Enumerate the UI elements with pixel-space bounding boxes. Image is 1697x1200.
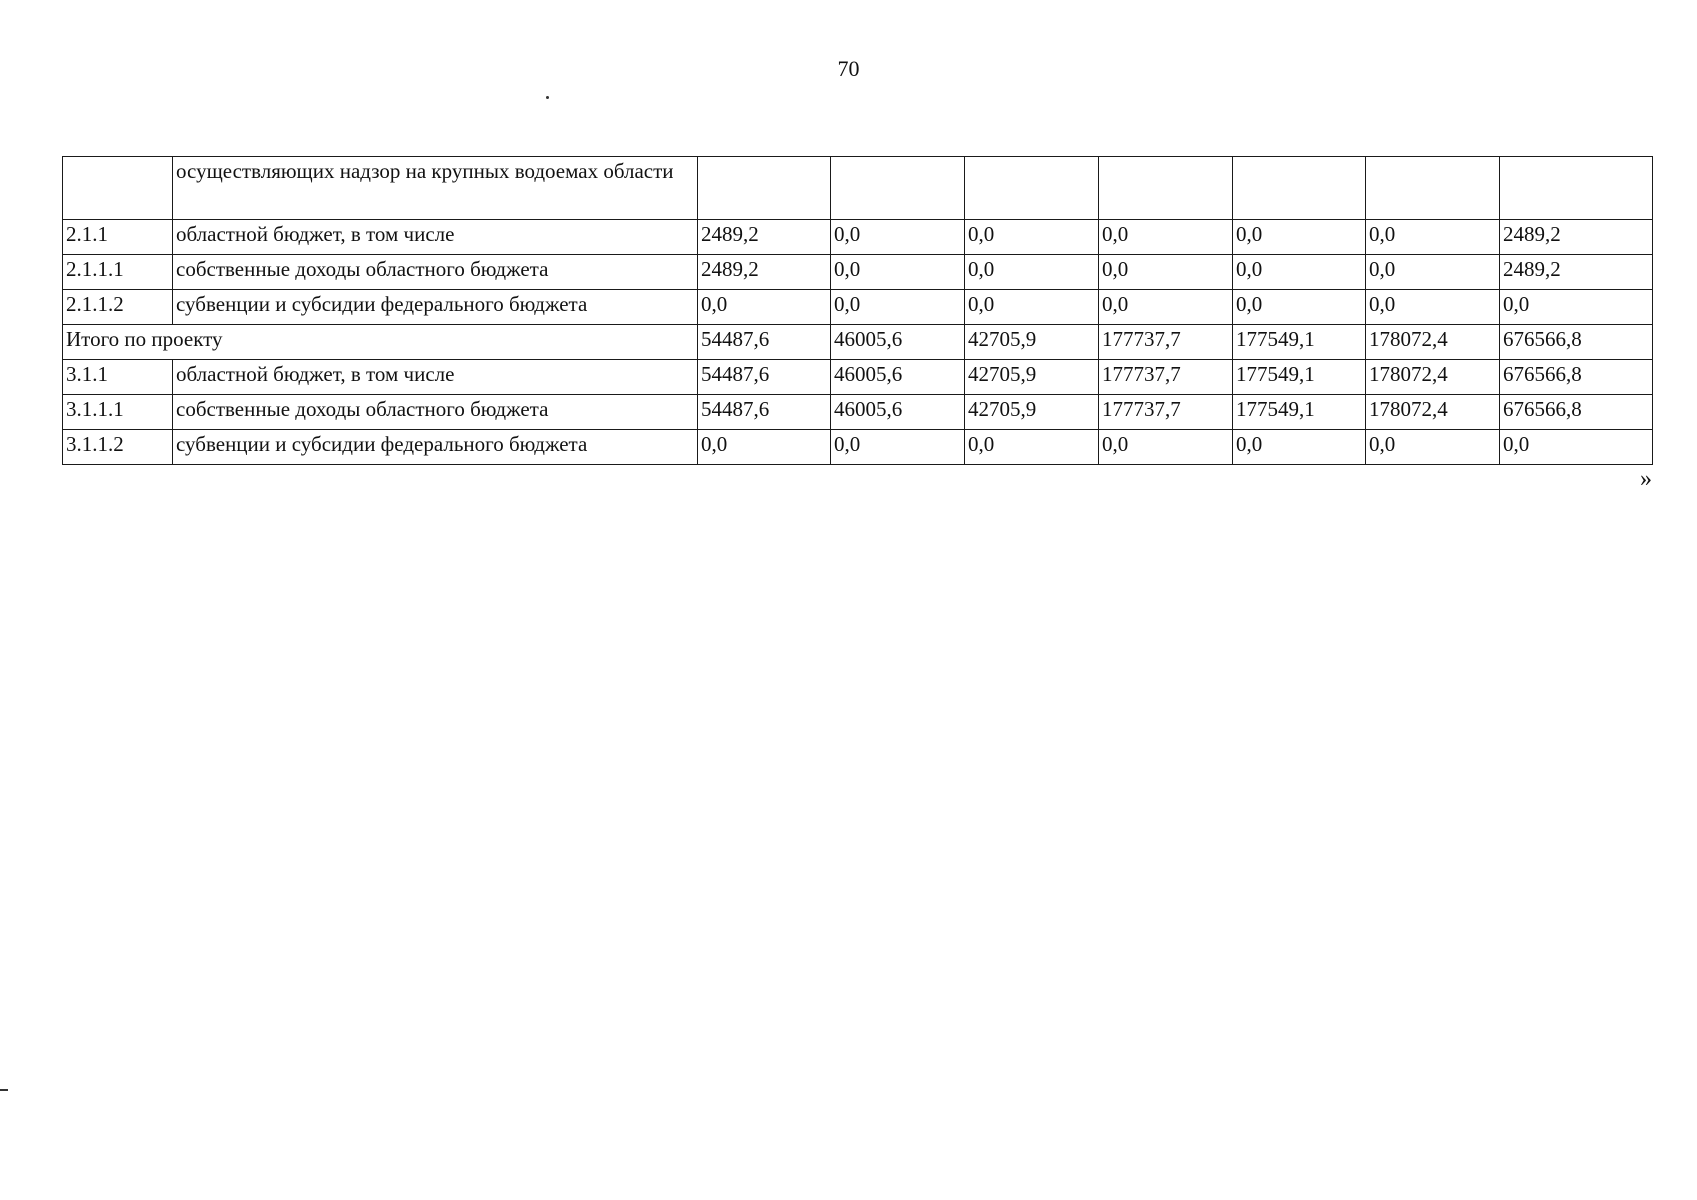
cell-label: осуществляющих надзор на крупных водоемах области [173,157,698,220]
cell-value: 0,0 [1366,430,1500,465]
table-row-total [63,325,1653,360]
cell-value: 46005,6 [831,395,965,430]
cell-value: 177549,1 [1233,360,1366,395]
cell-value: 0,0 [1500,290,1653,325]
cell-value: 0,0 [1500,430,1653,465]
cell-value: 54487,6 [698,360,831,395]
cell-value: 0,0 [965,430,1099,465]
cell-label: областной бюджет, в том числе [173,360,698,395]
cell-value: 0,0 [831,290,965,325]
cell-value: 0,0 [1366,255,1500,290]
table-row [63,430,1653,465]
cell-value [698,157,831,220]
table-row [63,255,1653,290]
cell-value: 42705,9 [965,395,1099,430]
table-body [63,157,1653,465]
cell-value: 0,0 [831,255,965,290]
table-row-continuation [63,157,1653,220]
cell-value: 0,0 [1233,290,1366,325]
cell-code: 2.1.1 [63,220,173,255]
cell-value: 0,0 [1099,430,1233,465]
cell-value: 2489,2 [698,220,831,255]
cell-value: 2489,2 [698,255,831,290]
cell-value: 2489,2 [1500,255,1653,290]
cell-value: 177737,7 [1099,325,1233,360]
table-row [63,395,1653,430]
cell-value: 46005,6 [831,325,965,360]
closing-quote: » [1640,466,1652,492]
cell-value: 0,0 [965,220,1099,255]
cell-value: 178072,4 [1366,360,1500,395]
cell-value: 0,0 [1233,255,1366,290]
page-number: 70 [837,56,860,81]
cell-label: собственные доходы областного бюджета [173,255,698,290]
margin-mark [0,1089,8,1091]
cell-value: 2489,2 [1500,220,1653,255]
cell-value: 54487,6 [698,325,831,360]
cell-label: субвенции и субсидии федерального бюджета [173,430,698,465]
cell-value: 676566,8 [1500,325,1653,360]
cell-value: 0,0 [1099,290,1233,325]
cell-value: 177737,7 [1099,360,1233,395]
table-row [63,220,1653,255]
cell-value: 54487,6 [698,395,831,430]
cell-value: 177737,7 [1099,395,1233,430]
scan-speck [546,96,549,99]
cell-value [1500,157,1653,220]
cell-value [1366,157,1500,220]
cell-value: 0,0 [1366,220,1500,255]
cell-value: 177549,1 [1233,395,1366,430]
cell-code [63,157,173,220]
cell-label: областной бюджет, в том числе [173,220,698,255]
cell-value: 0,0 [831,220,965,255]
cell-value: 0,0 [1366,290,1500,325]
cell-label: собственные доходы областного бюджета [173,395,698,430]
cell-value: 177549,1 [1233,325,1366,360]
table-row [63,290,1653,325]
cell-code: 2.1.1.2 [63,290,173,325]
cell-value: 178072,4 [1366,395,1500,430]
cell-value [965,157,1099,220]
cell-value: 46005,6 [831,360,965,395]
budget-table [62,156,1653,465]
cell-code: 3.1.1 [63,360,173,395]
cell-total-label: Итого по проекту [63,325,698,360]
cell-code: 2.1.1.1 [63,255,173,290]
cell-value: 42705,9 [965,325,1099,360]
cell-value: 0,0 [698,290,831,325]
cell-value: 0,0 [1099,255,1233,290]
cell-value: 0,0 [1233,430,1366,465]
cell-value [831,157,965,220]
cell-value: 0,0 [698,430,831,465]
cell-value: 676566,8 [1500,360,1653,395]
cell-value: 0,0 [831,430,965,465]
cell-value: 42705,9 [965,360,1099,395]
cell-code: 3.1.1.2 [63,430,173,465]
cell-value: 0,0 [965,290,1099,325]
cell-value [1233,157,1366,220]
cell-label: субвенции и субсидии федерального бюджета [173,290,698,325]
table-row [63,360,1653,395]
cell-code: 3.1.1.1 [63,395,173,430]
cell-value: 676566,8 [1500,395,1653,430]
cell-value: 0,0 [1099,220,1233,255]
cell-value: 0,0 [965,255,1099,290]
cell-value: 0,0 [1233,220,1366,255]
cell-value: 178072,4 [1366,325,1500,360]
cell-value [1099,157,1233,220]
